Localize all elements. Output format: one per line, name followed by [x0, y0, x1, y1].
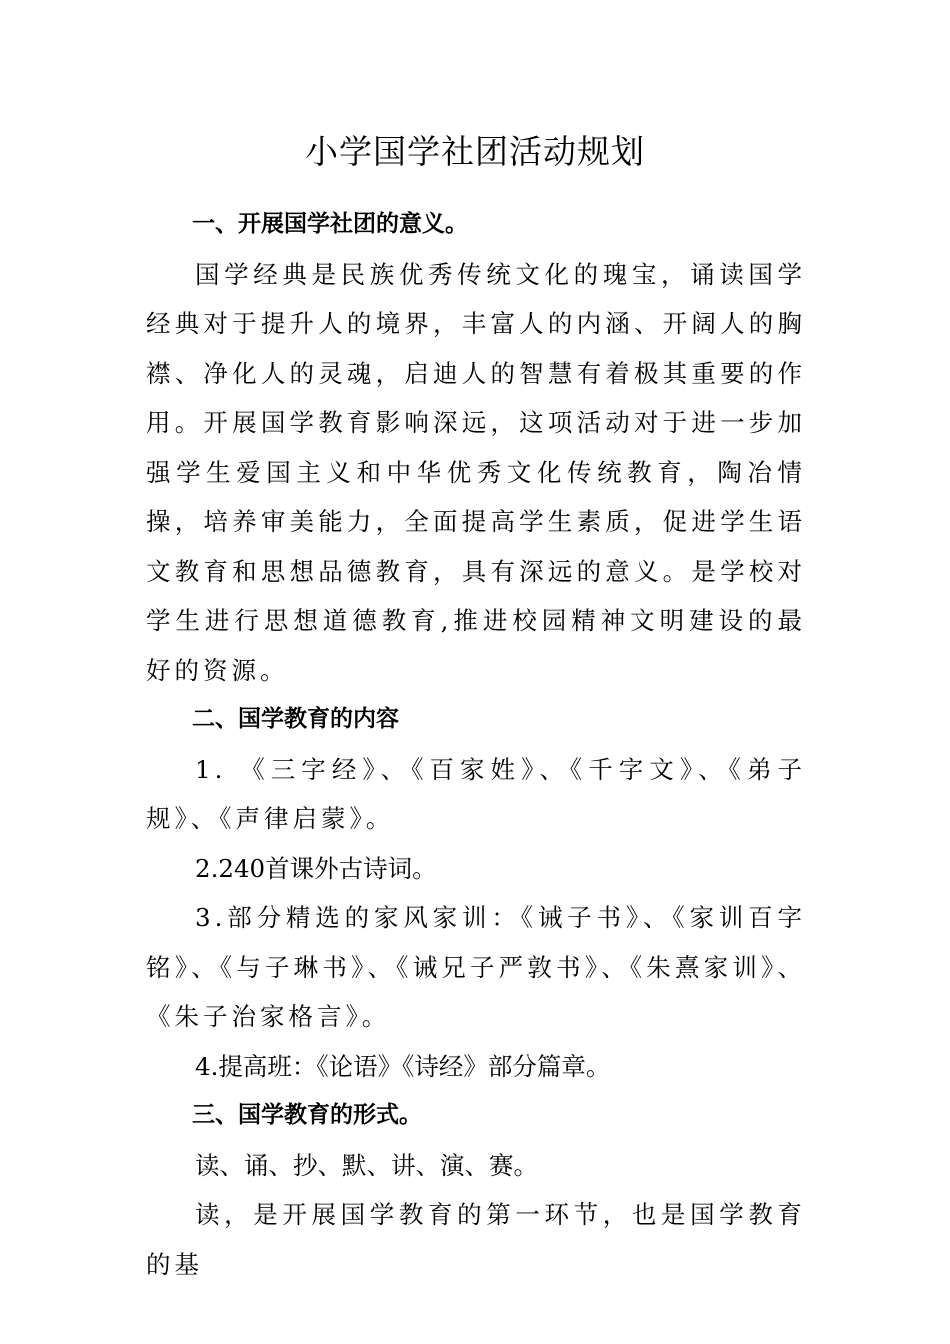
content-item-2: 2.240首课外古诗词。	[195, 853, 437, 883]
section-3-paragraph: 读，是开展国学教育的第一环节，也是国学教育的基	[146, 1200, 806, 1279]
document-title: 小学国学社团活动规划	[305, 132, 645, 171]
section-heading-2: 二、国学教育的内容	[192, 706, 399, 732]
content-item-3: 3.部分精选的家风家训：《诫子书》、《家训百字铭》、《与子琳书》、《诫兄子严敦书》、《朱熹家训》、《朱子治家格言》。	[146, 903, 806, 1031]
document-body	[146, 200, 806, 1289]
content-item-4: 4.提高班：《论语》《诗经》部分篇章。	[195, 1051, 611, 1081]
section-heading-1: 一、开展国学社团的意义。	[192, 211, 468, 237]
section-heading-3: 三、国学教育的形式。	[192, 1102, 422, 1128]
content-item-1: 1. 《三字经》、《百家姓》、《千字文》、《弟子规》、《声律启蒙》。	[146, 754, 806, 833]
section-1-paragraph: 国学经典是民族优秀传统文化的瑰宝，诵读国学经典对于提升人的境界，丰富人的内涵、开阔人的胸襟、净化人的灵魂，启迪人的智慧有着极其重要的作用。开展国学教育影响深远，这项活动对于进一步加强学生爱国主义和中华优秀文化传统教育，陶冶情操，培养审美能力，全面提高学生素质，促进学生语文教育和思想品德教育，具有深远的意义。是学校对学生进行思想道德教育,推进校园精神文明建设的最好的资源。	[146, 259, 806, 685]
education-forms: 读、诵、抄、默、讲、演、赛。	[195, 1150, 538, 1180]
